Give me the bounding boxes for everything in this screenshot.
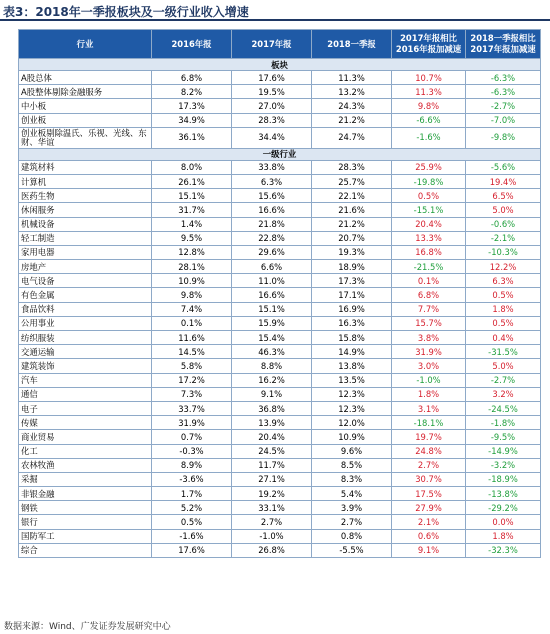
delta-2017-cell: 0.1% <box>392 274 466 288</box>
value-2016-cell: 0.1% <box>152 316 232 330</box>
delta-2017-cell: 11.3% <box>392 85 466 99</box>
table-row <box>19 416 541 430</box>
table-row <box>19 260 541 274</box>
section-row <box>19 148 541 160</box>
value-2018q1-cell: 9.6% <box>312 444 392 458</box>
industry-cell: 电子 <box>19 401 152 415</box>
delta-2018q1-cell: 0.0% <box>466 515 541 529</box>
industry-cell: 食品饮料 <box>19 302 152 316</box>
table-row <box>19 160 541 174</box>
value-2018q1-cell: 13.2% <box>312 85 392 99</box>
value-2017-cell: 34.4% <box>232 127 312 148</box>
industry-cell: 通信 <box>19 387 152 401</box>
value-2016-cell: 28.1% <box>152 260 232 274</box>
header-industry: 行业 <box>19 30 152 59</box>
delta-2018q1-cell: 3.2% <box>466 387 541 401</box>
value-2017-cell: 15.6% <box>232 189 312 203</box>
table-row <box>19 543 541 557</box>
value-2018q1-cell: 5.4% <box>312 487 392 501</box>
value-2018q1-cell: 2.7% <box>312 515 392 529</box>
industry-cell: 非银金融 <box>19 487 152 501</box>
delta-2017-cell: 2.7% <box>392 458 466 472</box>
table-row <box>19 373 541 387</box>
delta-2018q1-cell: 1.8% <box>466 529 541 543</box>
delta-2018q1-cell: 1.8% <box>466 302 541 316</box>
industry-cell: 创业板 <box>19 113 152 127</box>
delta-2018q1-cell: -9.8% <box>466 127 541 148</box>
value-2016-cell: 8.2% <box>152 85 232 99</box>
value-2018q1-cell: 22.1% <box>312 189 392 203</box>
value-2018q1-cell: 21.2% <box>312 217 392 231</box>
value-2016-cell: 31.9% <box>152 416 232 430</box>
value-2018q1-cell: 13.8% <box>312 359 392 373</box>
value-2018q1-cell: 11.3% <box>312 71 392 85</box>
delta-2017-cell: 9.8% <box>392 99 466 113</box>
value-2017-cell: 11.0% <box>232 274 312 288</box>
delta-2017-cell: 20.4% <box>392 217 466 231</box>
table-row <box>19 487 541 501</box>
value-2017-cell: 8.8% <box>232 359 312 373</box>
value-2016-cell: 1.4% <box>152 217 232 231</box>
delta-2017-cell: 3.1% <box>392 401 466 415</box>
delta-2017-cell: 6.8% <box>392 288 466 302</box>
industry-cell: 传媒 <box>19 416 152 430</box>
industry-cell: 银行 <box>19 515 152 529</box>
value-2016-cell: 26.1% <box>152 174 232 188</box>
delta-2017-cell: 16.8% <box>392 245 466 259</box>
value-2017-cell: 9.1% <box>232 387 312 401</box>
industry-cell: 化工 <box>19 444 152 458</box>
value-2016-cell: 17.3% <box>152 99 232 113</box>
table-row <box>19 472 541 486</box>
data-source: 数据来源：Wind、广发证券发展研究中心 <box>4 622 171 632</box>
industry-cell: A股总体 <box>19 71 152 85</box>
value-2018q1-cell: 21.2% <box>312 113 392 127</box>
value-2017-cell: 19.5% <box>232 85 312 99</box>
delta-2017-cell: 31.9% <box>392 345 466 359</box>
value-2017-cell: 46.3% <box>232 345 312 359</box>
industry-cell: 电气设备 <box>19 274 152 288</box>
delta-2018q1-cell: -31.5% <box>466 345 541 359</box>
value-2016-cell: 6.8% <box>152 71 232 85</box>
value-2017-cell: 27.1% <box>232 472 312 486</box>
table-row <box>19 331 541 345</box>
value-2016-cell: 7.3% <box>152 387 232 401</box>
table-row <box>19 231 541 245</box>
value-2018q1-cell: 16.3% <box>312 316 392 330</box>
delta-2018q1-cell: -0.6% <box>466 217 541 231</box>
delta-2018q1-cell: -14.9% <box>466 444 541 458</box>
header-2017: 2017年报 <box>232 30 312 59</box>
table-row <box>19 515 541 529</box>
delta-2017-cell: 0.6% <box>392 529 466 543</box>
value-2017-cell: 16.6% <box>232 203 312 217</box>
delta-2018q1-cell: -13.8% <box>466 487 541 501</box>
industry-cell: 商业贸易 <box>19 430 152 444</box>
header-2018q1: 2018一季报 <box>312 30 392 59</box>
delta-2018q1-cell: -1.8% <box>466 416 541 430</box>
table-row <box>19 288 541 302</box>
table-row <box>19 174 541 188</box>
value-2017-cell: 20.4% <box>232 430 312 444</box>
delta-2017-cell: 2.1% <box>392 515 466 529</box>
industry-cell: 纺织服装 <box>19 331 152 345</box>
table-row <box>19 217 541 231</box>
industry-cell: 钢铁 <box>19 501 152 515</box>
value-2018q1-cell: 18.9% <box>312 260 392 274</box>
value-2017-cell: 16.6% <box>232 288 312 302</box>
value-2016-cell: 9.5% <box>152 231 232 245</box>
table-row <box>19 302 541 316</box>
delta-2018q1-cell: -24.5% <box>466 401 541 415</box>
delta-2017-cell: 7.7% <box>392 302 466 316</box>
value-2018q1-cell: 19.3% <box>312 245 392 259</box>
header-delta-2018q1: 2018一季报相比2017年报加减速 <box>466 30 541 59</box>
delta-2017-cell: 27.9% <box>392 501 466 515</box>
value-2017-cell: 6.6% <box>232 260 312 274</box>
value-2018q1-cell: 12.0% <box>312 416 392 430</box>
value-2017-cell: 21.8% <box>232 217 312 231</box>
value-2017-cell: 15.9% <box>232 316 312 330</box>
table-row <box>19 359 541 373</box>
delta-2018q1-cell: -29.2% <box>466 501 541 515</box>
industry-cell: 机械设备 <box>19 217 152 231</box>
value-2018q1-cell: 24.3% <box>312 99 392 113</box>
delta-2018q1-cell: -2.1% <box>466 231 541 245</box>
delta-2018q1-cell: -9.5% <box>466 430 541 444</box>
value-2018q1-cell: 10.9% <box>312 430 392 444</box>
value-2017-cell: 29.6% <box>232 245 312 259</box>
value-2016-cell: 5.8% <box>152 359 232 373</box>
industry-cell: 公用事业 <box>19 316 152 330</box>
value-2018q1-cell: 12.3% <box>312 387 392 401</box>
delta-2017-cell: 15.7% <box>392 316 466 330</box>
value-2016-cell: 14.5% <box>152 345 232 359</box>
value-2017-cell: 24.5% <box>232 444 312 458</box>
value-2018q1-cell: 3.9% <box>312 501 392 515</box>
table-row <box>19 401 541 415</box>
table-row <box>19 458 541 472</box>
delta-2017-cell: -21.5% <box>392 260 466 274</box>
delta-2017-cell: 30.7% <box>392 472 466 486</box>
delta-2018q1-cell: 0.5% <box>466 316 541 330</box>
value-2016-cell: 7.4% <box>152 302 232 316</box>
value-2018q1-cell: 17.1% <box>312 288 392 302</box>
value-2018q1-cell: 8.5% <box>312 458 392 472</box>
delta-2017-cell: 13.3% <box>392 231 466 245</box>
value-2016-cell: 0.7% <box>152 430 232 444</box>
revenue-growth-table <box>18 29 540 558</box>
value-2018q1-cell: 0.8% <box>312 529 392 543</box>
value-2017-cell: 22.8% <box>232 231 312 245</box>
value-2016-cell: 33.7% <box>152 401 232 415</box>
value-2016-cell: 31.7% <box>152 203 232 217</box>
value-2016-cell: 36.1% <box>152 127 232 148</box>
industry-cell: 计算机 <box>19 174 152 188</box>
value-2016-cell: 0.5% <box>152 515 232 529</box>
value-2018q1-cell: 13.5% <box>312 373 392 387</box>
value-2016-cell: 9.8% <box>152 288 232 302</box>
delta-2017-cell: 19.7% <box>392 430 466 444</box>
value-2018q1-cell: 24.7% <box>312 127 392 148</box>
table-row <box>19 203 541 217</box>
delta-2018q1-cell: -6.3% <box>466 71 541 85</box>
value-2018q1-cell: 20.7% <box>312 231 392 245</box>
value-2016-cell: -1.6% <box>152 529 232 543</box>
section-label: 板块 <box>19 59 541 71</box>
delta-2017-cell: 25.9% <box>392 160 466 174</box>
delta-2018q1-cell: 19.4% <box>466 174 541 188</box>
delta-2017-cell: 0.5% <box>392 189 466 203</box>
delta-2018q1-cell: 12.2% <box>466 260 541 274</box>
value-2017-cell: 33.8% <box>232 160 312 174</box>
table-row <box>19 345 541 359</box>
value-2016-cell: 8.9% <box>152 458 232 472</box>
delta-2017-cell: 3.0% <box>392 359 466 373</box>
delta-2018q1-cell: 0.4% <box>466 331 541 345</box>
delta-2017-cell: -6.6% <box>392 113 466 127</box>
value-2016-cell: 8.0% <box>152 160 232 174</box>
header-delta-2017: 2017年报相比2016年报加减速 <box>392 30 466 59</box>
delta-2017-cell: -15.1% <box>392 203 466 217</box>
section-label: 一级行业 <box>19 148 541 160</box>
value-2017-cell: 28.3% <box>232 113 312 127</box>
value-2016-cell: 1.7% <box>152 487 232 501</box>
delta-2018q1-cell: -6.3% <box>466 85 541 99</box>
value-2018q1-cell: 16.9% <box>312 302 392 316</box>
delta-2017-cell: -18.1% <box>392 416 466 430</box>
value-2018q1-cell: 15.8% <box>312 331 392 345</box>
table-row <box>19 99 541 113</box>
delta-2017-cell: -1.0% <box>392 373 466 387</box>
industry-cell: 轻工制造 <box>19 231 152 245</box>
value-2018q1-cell: 14.9% <box>312 345 392 359</box>
industry-cell: 医药生物 <box>19 189 152 203</box>
industry-cell: 有色金属 <box>19 288 152 302</box>
value-2018q1-cell: -5.5% <box>312 543 392 557</box>
delta-2018q1-cell: 5.0% <box>466 359 541 373</box>
table-row <box>19 127 541 148</box>
value-2016-cell: 12.8% <box>152 245 232 259</box>
value-2017-cell: 6.3% <box>232 174 312 188</box>
delta-2017-cell: 9.1% <box>392 543 466 557</box>
delta-2018q1-cell: 6.3% <box>466 274 541 288</box>
delta-2017-cell: 10.7% <box>392 71 466 85</box>
delta-2018q1-cell: -2.7% <box>466 99 541 113</box>
delta-2018q1-cell: -2.7% <box>466 373 541 387</box>
value-2016-cell: 34.9% <box>152 113 232 127</box>
delta-2017-cell: 17.5% <box>392 487 466 501</box>
header-row <box>19 30 541 59</box>
table-row <box>19 274 541 288</box>
value-2017-cell: 36.8% <box>232 401 312 415</box>
value-2017-cell: 17.6% <box>232 71 312 85</box>
value-2016-cell: 11.6% <box>152 331 232 345</box>
value-2018q1-cell: 17.3% <box>312 274 392 288</box>
value-2017-cell: 11.7% <box>232 458 312 472</box>
delta-2018q1-cell: 0.5% <box>466 288 541 302</box>
industry-cell: 创业板剔除温氏、乐视、光线、东财、华谊 <box>19 127 152 148</box>
delta-2017-cell: 3.8% <box>392 331 466 345</box>
table-row <box>19 85 541 99</box>
industry-cell: 国防军工 <box>19 529 152 543</box>
table-row <box>19 444 541 458</box>
table-row <box>19 316 541 330</box>
industry-cell: 建筑材料 <box>19 160 152 174</box>
value-2017-cell: 15.4% <box>232 331 312 345</box>
value-2018q1-cell: 8.3% <box>312 472 392 486</box>
delta-2018q1-cell: -18.9% <box>466 472 541 486</box>
delta-2018q1-cell: -32.3% <box>466 543 541 557</box>
table-row <box>19 387 541 401</box>
value-2017-cell: 13.9% <box>232 416 312 430</box>
table-row <box>19 529 541 543</box>
delta-2018q1-cell: -5.6% <box>466 160 541 174</box>
value-2016-cell: 10.9% <box>152 274 232 288</box>
section-row <box>19 59 541 71</box>
header-2016: 2016年报 <box>152 30 232 59</box>
industry-cell: 建筑装饰 <box>19 359 152 373</box>
value-2016-cell: -0.3% <box>152 444 232 458</box>
table-row <box>19 501 541 515</box>
value-2016-cell: 17.6% <box>152 543 232 557</box>
table-row <box>19 113 541 127</box>
value-2017-cell: 15.1% <box>232 302 312 316</box>
delta-2018q1-cell: -10.3% <box>466 245 541 259</box>
delta-2017-cell: 1.8% <box>392 387 466 401</box>
industry-cell: 中小板 <box>19 99 152 113</box>
value-2016-cell: 5.2% <box>152 501 232 515</box>
table-row <box>19 71 541 85</box>
value-2017-cell: -1.0% <box>232 529 312 543</box>
value-2017-cell: 33.1% <box>232 501 312 515</box>
delta-2018q1-cell: -7.0% <box>466 113 541 127</box>
value-2017-cell: 2.7% <box>232 515 312 529</box>
delta-2018q1-cell: -3.2% <box>466 458 541 472</box>
value-2017-cell: 26.8% <box>232 543 312 557</box>
delta-2017-cell: -19.8% <box>392 174 466 188</box>
title-divider <box>0 19 550 21</box>
table-row <box>19 430 541 444</box>
industry-cell: 交通运输 <box>19 345 152 359</box>
value-2018q1-cell: 12.3% <box>312 401 392 415</box>
delta-2018q1-cell: 5.0% <box>466 203 541 217</box>
table-body <box>19 59 541 558</box>
table-title: 表3：2018年一季报板块及一级行业收入增速 <box>3 5 249 19</box>
value-2016-cell: -3.6% <box>152 472 232 486</box>
value-2017-cell: 16.2% <box>232 373 312 387</box>
industry-cell: 房地产 <box>19 260 152 274</box>
value-2017-cell: 27.0% <box>232 99 312 113</box>
value-2018q1-cell: 21.6% <box>312 203 392 217</box>
industry-cell: A股整体剔除金融服务 <box>19 85 152 99</box>
value-2018q1-cell: 28.3% <box>312 160 392 174</box>
industry-cell: 汽车 <box>19 373 152 387</box>
delta-2017-cell: -1.6% <box>392 127 466 148</box>
industry-cell: 农林牧渔 <box>19 458 152 472</box>
value-2016-cell: 17.2% <box>152 373 232 387</box>
industry-cell: 休闲服务 <box>19 203 152 217</box>
table-row <box>19 189 541 203</box>
industry-cell: 家用电器 <box>19 245 152 259</box>
value-2016-cell: 15.1% <box>152 189 232 203</box>
delta-2017-cell: 24.8% <box>392 444 466 458</box>
delta-2018q1-cell: 6.5% <box>466 189 541 203</box>
table-row <box>19 245 541 259</box>
industry-cell: 采掘 <box>19 472 152 486</box>
value-2017-cell: 19.2% <box>232 487 312 501</box>
value-2018q1-cell: 25.7% <box>312 174 392 188</box>
industry-cell: 综合 <box>19 543 152 557</box>
